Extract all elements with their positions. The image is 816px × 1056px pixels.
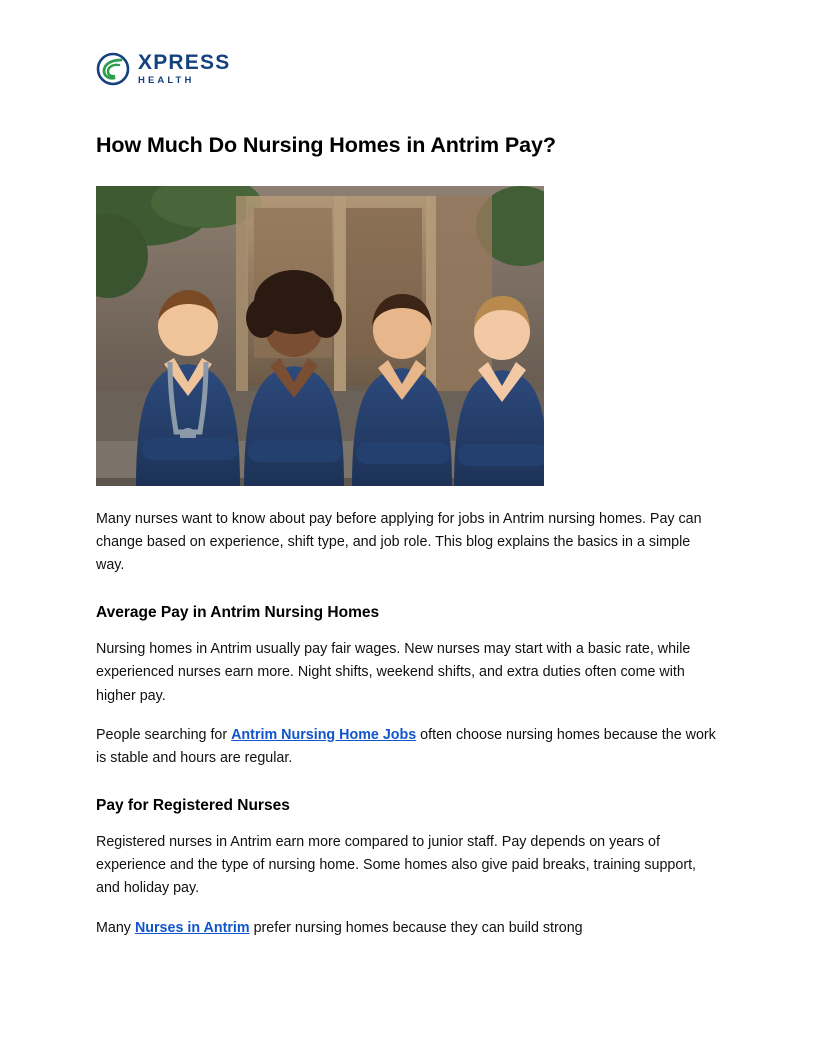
section-heading-registered-nurses: Pay for Registered Nurses <box>96 797 290 815</box>
paragraph-text-before: Many <box>96 919 135 936</box>
nurses-in-antrim-paragraph <box>96 917 720 940</box>
paragraph-text-before: People searching for <box>96 726 232 743</box>
nurses-in-antrim-link[interactable]: Nurses in Antrim <box>134 919 250 936</box>
brand-wordmark <box>138 52 230 86</box>
brand-tagline: HEALTH <box>138 75 195 87</box>
hero-image <box>96 186 544 486</box>
registered-nurses-paragraph: Registered nurses in Antrim earn more compared to junior staff. Pay depends on years of experience and the type of nursing home. Some homes also give paid breaks, training support, and holiday pay. <box>96 834 697 897</box>
intro-paragraph: Many nurses want to know about pay before applying for jobs in Antrim nursing homes. Pay can change based on experience, shift type, and job role. This blog explains the basics in a simple way. <box>96 510 702 574</box>
paragraph-text-after: prefer nursing homes because they can build strong <box>249 919 583 936</box>
brand-logo[interactable] <box>96 46 720 92</box>
swirl-logo-icon <box>96 52 130 86</box>
nursing-home-jobs-paragraph <box>96 724 720 770</box>
section-heading-average-pay: Average Pay in Antrim Nursing Homes <box>96 604 380 622</box>
antrim-nursing-home-jobs-link[interactable]: Antrim Nursing Home Jobs <box>231 726 417 743</box>
page-title: How Much Do Nursing Homes in Antrim Pay? <box>96 133 556 157</box>
brand-name: XPRESS <box>138 51 231 75</box>
paragraph-text-after: often choose nursing homes because the work is stable and hours are regular. <box>96 726 716 766</box>
average-pay-paragraph: Nursing homes in Antrim usually pay fair wages. New nurses may start with a basic rate, while experienced nurses earn more. Night shifts, weekend shifts, and extra duties often come with higher pay. <box>96 641 691 704</box>
